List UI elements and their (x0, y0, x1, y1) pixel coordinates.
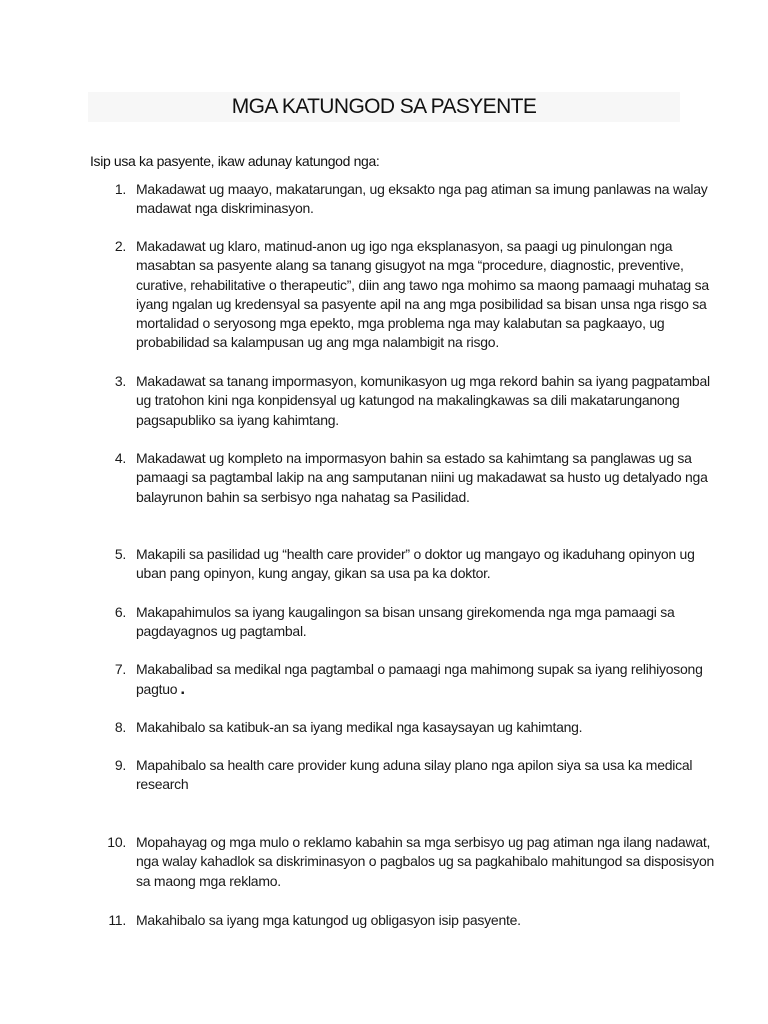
list-item-text (136, 180, 708, 219)
list-item-text (136, 237, 709, 353)
list-item (100, 833, 715, 891)
list-item-line: balayrunon bahin sa serbisyo nga nahatag sa Pasilidad. (136, 488, 470, 505)
list-item-number: 8. (114, 719, 126, 735)
list-item-text (136, 911, 680, 930)
list-item-text (136, 603, 680, 642)
list-item-text (136, 718, 680, 737)
list-item-line: Makadawat ug maayo, makatarungan, ug eksakto nga pag atiman sa imung panlawas na walay (136, 181, 708, 197)
list-item (100, 718, 680, 737)
list-item-line: Makadawat sa tanang impormasyon, komunikasyon ug mga rekord bahin sa iyang pagpatambal (136, 373, 710, 389)
list-item (100, 603, 680, 642)
list-item-text (136, 449, 708, 507)
list-item-line: madawat nga diskriminasyon. (136, 200, 314, 217)
list-item-line: Makahibalo sa iyang mga katungod ug obligasyon isip pasyente. (136, 912, 521, 928)
list-item (100, 756, 693, 795)
list-item (100, 180, 708, 219)
list-item-line: Makadawat ug klaro, matinud-anon ug igo nga eksplanasyon, sa paagi ug pinulongan nga (136, 238, 673, 254)
list-item-number: 11. (108, 912, 126, 928)
list-item-number: 3. (114, 373, 126, 389)
list-item (100, 449, 708, 507)
list-item-line: iyang ngalan ug kredensyal sa pasyente apil na ang mga posibilidad sa bisan unsa nga risgo sa (136, 295, 707, 312)
list-item-line: Mapahibalo sa health care provider kung aduna silay plano nga apilon siya sa usa ka medical (136, 757, 693, 773)
list-item (100, 237, 709, 353)
list-item-number: 10. (107, 834, 126, 850)
list-item-text (136, 545, 695, 584)
list-item-number: 2. (114, 238, 126, 254)
list-item-text (136, 756, 693, 795)
list-item-line: sa maong mga reklamo. (136, 872, 281, 889)
list-item-line: curative, rehabilitative o therapeutic”, diin ang tawo nga mohimo sa maong pamaagi muhatag sa (136, 276, 709, 293)
trailing-mark: . (180, 679, 185, 699)
list-item-line: Makahibalo sa katibuk-an sa iyang medikal nga kasaysayan ug kahimtang. (136, 719, 583, 735)
list-item-line: pagsapubliko sa iyang kahimtang. (136, 411, 339, 428)
list-item-line: Mopahayag og mga mulo o reklamo kabahin sa mga serbisyo ug pag atiman nga ilang nadawat, (136, 834, 711, 850)
list-item-number: 6. (114, 604, 126, 620)
document-title: MGA KATUNGOD SA PASYENTE (231, 95, 537, 118)
list-item-line: research (136, 776, 189, 793)
list-item-number: 5. (114, 546, 126, 562)
list-item-line: Makapahimulos sa iyang kaugalingon sa bisan unsang girekomenda nga mga pamaagi sa (136, 604, 675, 620)
list-item-line: probabilidad sa kalampusan ug ang mga nalambigit na risgo. (136, 334, 499, 351)
list-item-text (136, 660, 703, 700)
list-item-line: nga walay kahadlok sa diskriminasyon o pagbalos ug sa pagkahibalo mahitungod sa disposisyon (136, 853, 715, 870)
list-item-text (136, 372, 710, 430)
list-item-line: ug tratohon kini nga konpidensyal ug katungod na makalingkawas sa dili makatarunganong (136, 392, 680, 409)
list-item-text (136, 833, 715, 891)
list-item-line: uban pang opinyon, kung angay, gikan sa usa pa ka doktor. (136, 565, 491, 582)
list-item-line: Makapili sa pasilidad ug “health care provider” o doktor ug mangayo og ikaduhang opinyon ug (136, 546, 695, 562)
list-item (100, 545, 695, 584)
list-item-number: 1. (114, 181, 126, 197)
list-item-line: masabtan sa pasyente alang sa tanang gisugyot na mga “procedure, diagnostic, preventive, (136, 257, 684, 274)
list-item-line (136, 679, 680, 699)
list-item (100, 911, 680, 930)
intro-text: Isip usa ka pasyente, ikaw adunay katungod nga: (90, 153, 380, 169)
list-item-number: 7. (114, 661, 126, 677)
list-item-line: pagdayagnos ug pagtambal. (136, 623, 307, 640)
list-item-number: 9. (114, 757, 126, 773)
list-item-line: mortalidad o seryosong mga epekto, mga problema nga may kalabutan sa pagkaayo, ug (136, 315, 665, 332)
list-item (100, 372, 710, 430)
list-item-line: Makadawat ug kompleto na impormasyon bahin sa estado sa kahimtang sa panglawas ug sa (136, 450, 692, 466)
list-item (100, 660, 703, 700)
list-item-line-text: pagtuo (136, 681, 178, 698)
list-item-line: Makabalibad sa medikal nga pagtambal o pamaagi nga mahimong supak sa iyang relihiyosong (136, 661, 703, 677)
list-item-line: pamaagi sa pagtambal lakip na ang samputanan niini ug makadawat sa husto ug detalyado nga (136, 469, 708, 486)
list-item-number: 4. (114, 450, 126, 466)
